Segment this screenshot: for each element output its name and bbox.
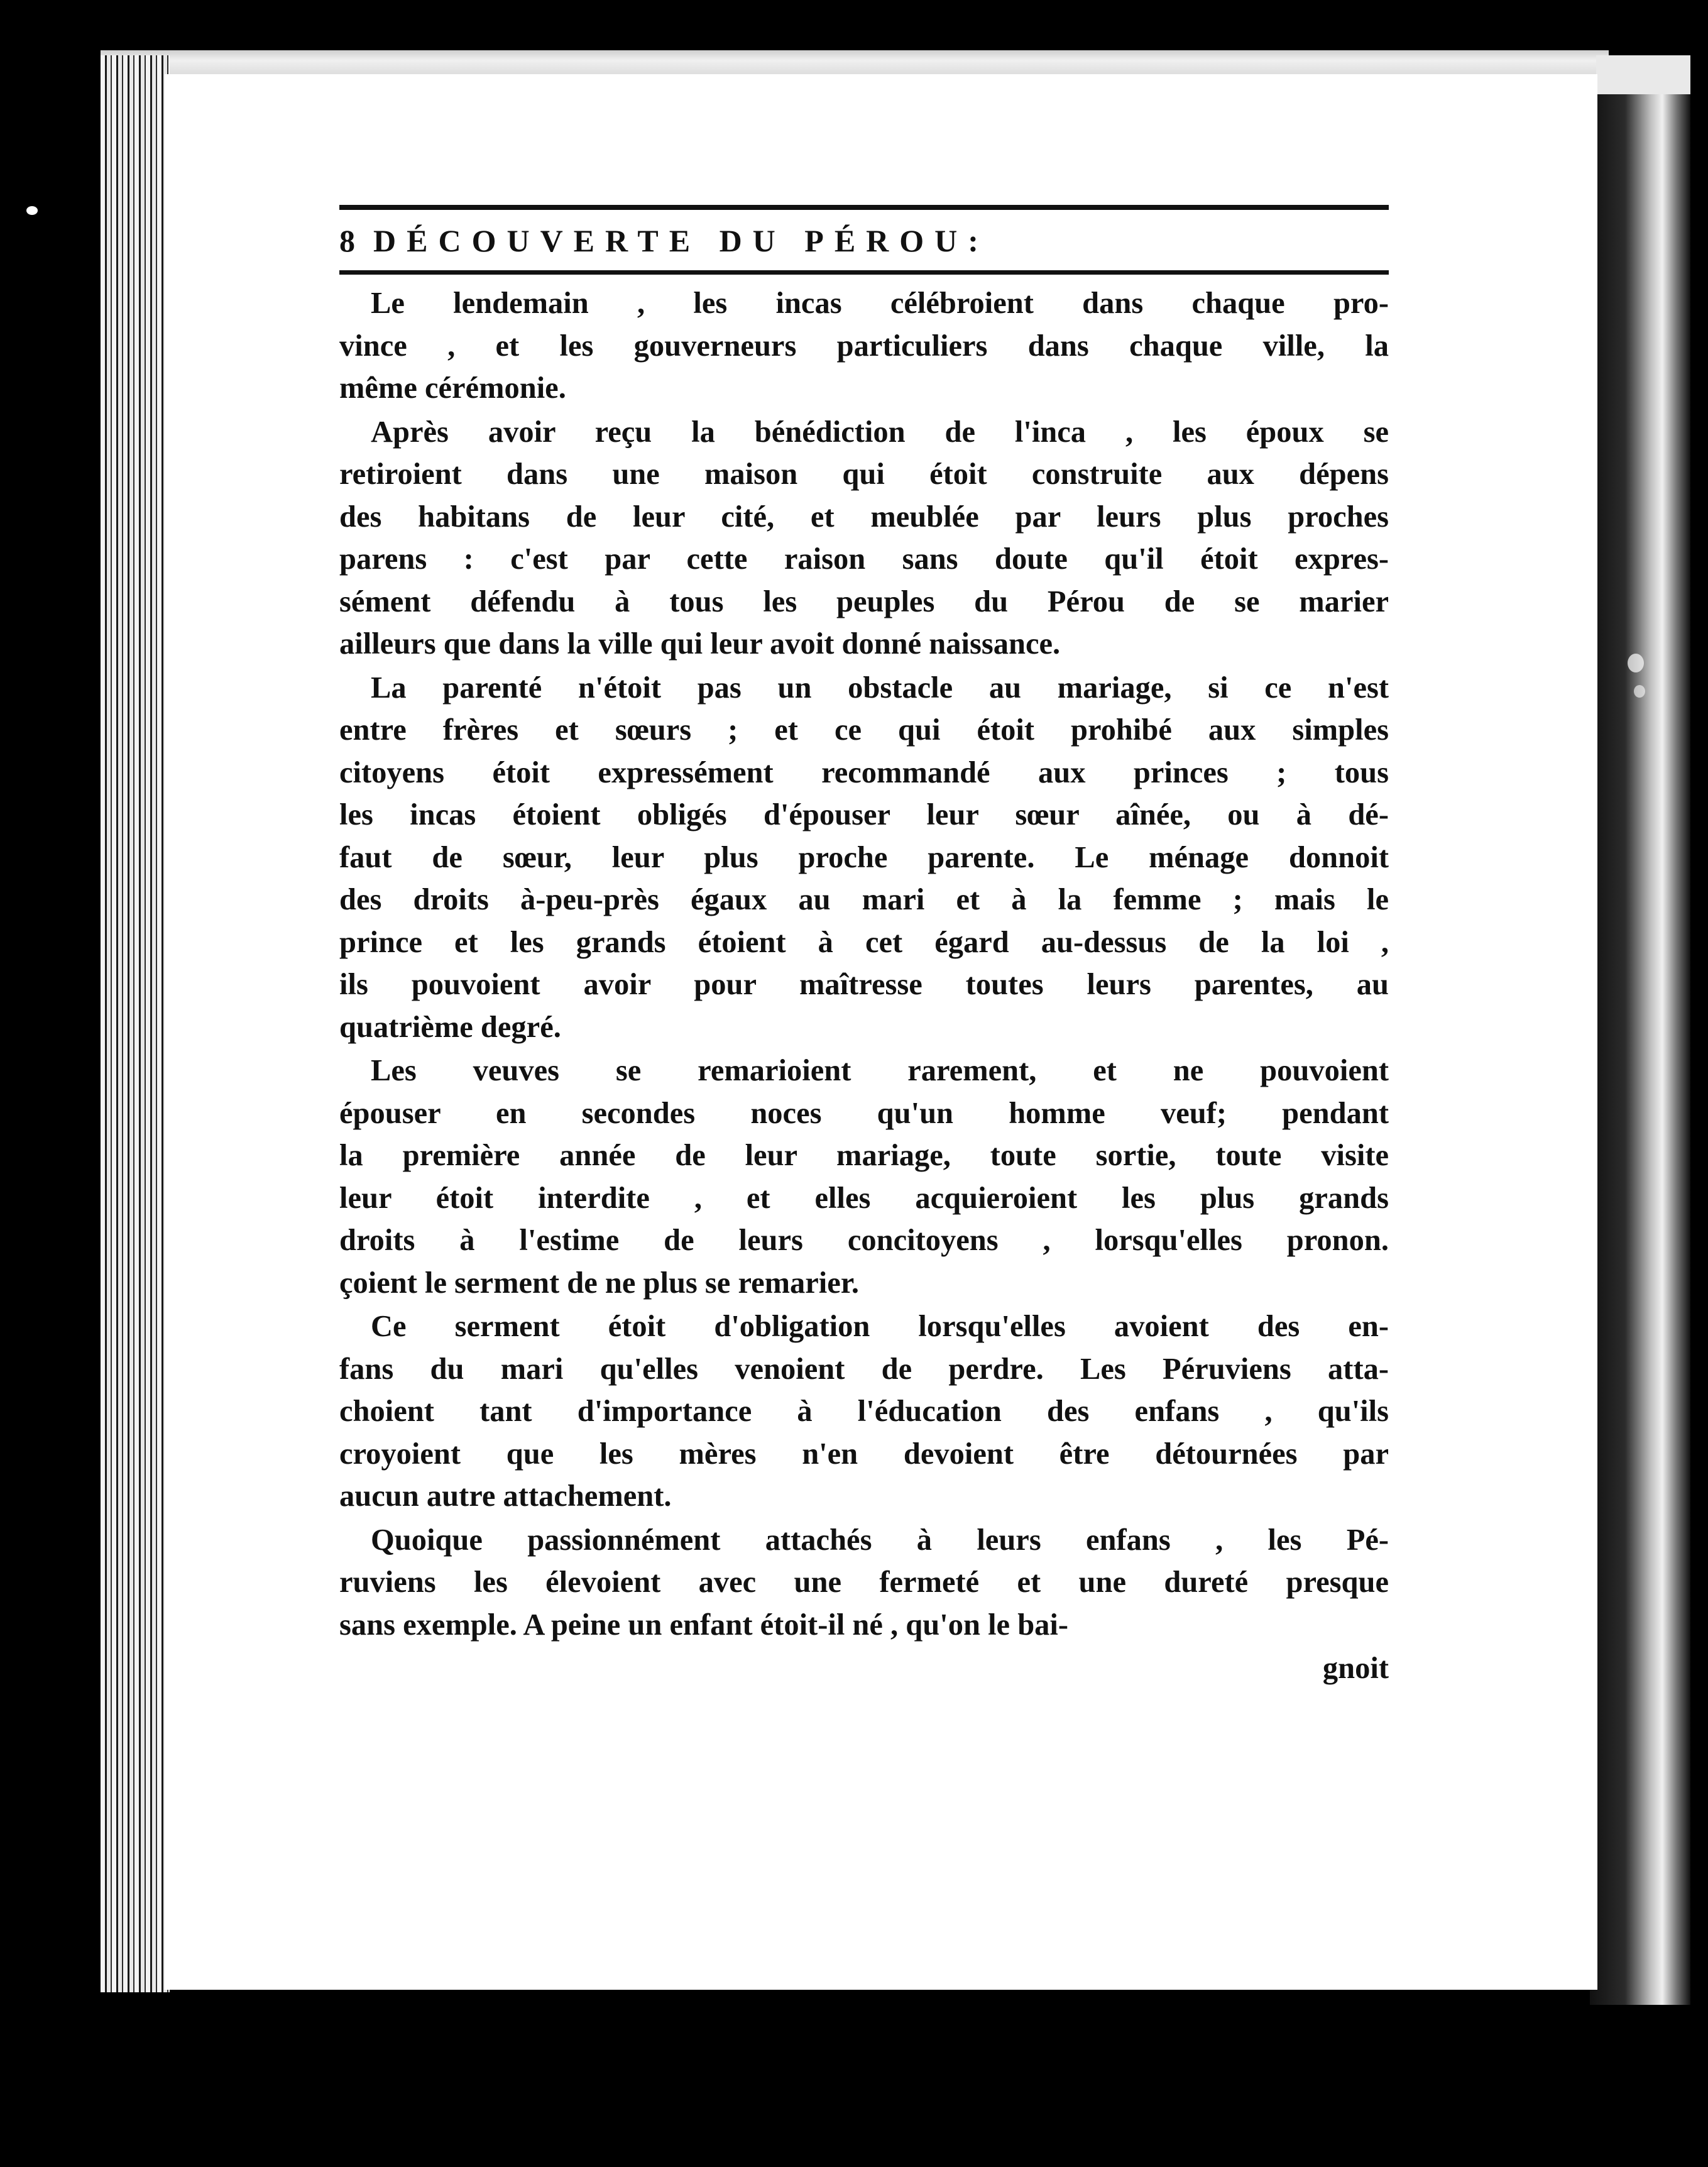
text-line: Quoique passionnément attachés à leurs enfans , les Pé- xyxy=(371,1523,1389,1557)
text-line: leur étoit interdite , et elles acquieroient les plus grands xyxy=(339,1181,1389,1215)
text-line: retiroient dans une maison qui étoit construite aux dépens xyxy=(339,458,1389,491)
text-line: prince et les grands étoient à cet égard au-dessus de la loi , xyxy=(339,925,1389,959)
facing-page-edge xyxy=(1590,94,1690,2005)
text-block xyxy=(339,205,1389,1691)
text-line: çoient le serment de ne plus se remarier. xyxy=(339,1266,860,1300)
paragraph xyxy=(339,411,1389,666)
text-line: Ce serment étoit d'obligation lorsqu'elles avoient des en- xyxy=(371,1310,1389,1343)
text-line: ils pouvoient avoir pour maîtresse toutes leurs parentes, au xyxy=(339,968,1389,1001)
body-text xyxy=(339,282,1389,1646)
text-line: Le lendemain , les incas célébroient dans chaque pro- xyxy=(371,287,1389,320)
text-line: choient tant d'importance à l'éducation des enfans , qu'ils xyxy=(339,1395,1389,1428)
text-line: des droits à-peu-près égaux au mari et à la femme ; mais le xyxy=(339,883,1389,916)
text-line: sans exemple. A peine un enfant étoit-il né , qu'on le bai- xyxy=(339,1608,1069,1642)
text-line: même cérémonie. xyxy=(339,371,566,405)
text-line: les incas étoient obligés d'épouser leur sœur aînée, ou à dé- xyxy=(339,798,1389,831)
text-line: La parenté n'étoit pas un obstacle au mariage, si ce n'est xyxy=(371,671,1389,705)
facing-page-corner xyxy=(1596,55,1690,99)
paragraph xyxy=(339,1050,1389,1304)
text-line: des habitans de leur cité, et meublée par leurs plus proches xyxy=(339,500,1389,534)
paragraph xyxy=(339,1519,1389,1647)
catchword: gnoit xyxy=(1322,1652,1389,1685)
text-line: vince , et les gouverneurs particuliers dans chaque ville, la xyxy=(339,329,1389,363)
page-number: 8 xyxy=(339,223,355,258)
text-line: sément défendu à tous les peuples du Pérou de se marier xyxy=(339,584,1389,618)
text-line: ruviens les élevoient avec une fermeté et une dureté presque xyxy=(339,1566,1389,1599)
text-line: fans du mari qu'elles venoient de perdre. Les Péruviens atta- xyxy=(339,1352,1389,1386)
paragraph xyxy=(339,282,1389,410)
text-line: quatrième degré. xyxy=(339,1010,561,1044)
text-line: faut de sœur, leur plus proche parente. Le ménage donnoit xyxy=(339,840,1389,874)
scan-speck xyxy=(1634,685,1645,698)
text-line: Les veuves se remarioient rarement, et ne pouvoient xyxy=(371,1054,1389,1087)
paragraph xyxy=(339,1305,1389,1518)
scan-speck xyxy=(1628,654,1644,672)
text-line: citoyens étoit expressément recommandé aux princes ; tous xyxy=(339,755,1389,789)
page-edges-top xyxy=(101,50,1609,75)
header-rule-top xyxy=(339,205,1389,210)
text-line: entre frères et sœurs ; et ce qui étoit prohibé aux simples xyxy=(339,713,1389,747)
scan-speck xyxy=(26,206,38,215)
running-header xyxy=(339,219,1389,263)
text-line: ailleurs que dans la ville qui leur avoit donné naissance. xyxy=(339,627,1061,661)
text-line: aucun autre attachement. xyxy=(339,1479,672,1513)
page-edges-left xyxy=(101,55,170,1992)
text-line: croyoient que les mères n'en devoient être détournées par xyxy=(339,1437,1389,1471)
header-rule-bottom xyxy=(339,270,1389,275)
paragraph xyxy=(339,667,1389,1049)
text-line: Après avoir reçu la bénédiction de l'inca , les époux se xyxy=(371,415,1389,449)
text-line: droits à l'estime de leurs concitoyens , lorsqu'elles pronon. xyxy=(339,1224,1389,1257)
text-line: épouser en secondes noces qu'un homme veuf; pendant xyxy=(339,1096,1389,1130)
running-title: DÉCOUVERTE DU PÉROU: xyxy=(373,223,989,258)
text-line: parens : c'est par cette raison sans doute qu'il étoit expres- xyxy=(339,542,1389,576)
text-line: la première année de leur mariage, toute sortie, toute visite xyxy=(339,1139,1389,1172)
